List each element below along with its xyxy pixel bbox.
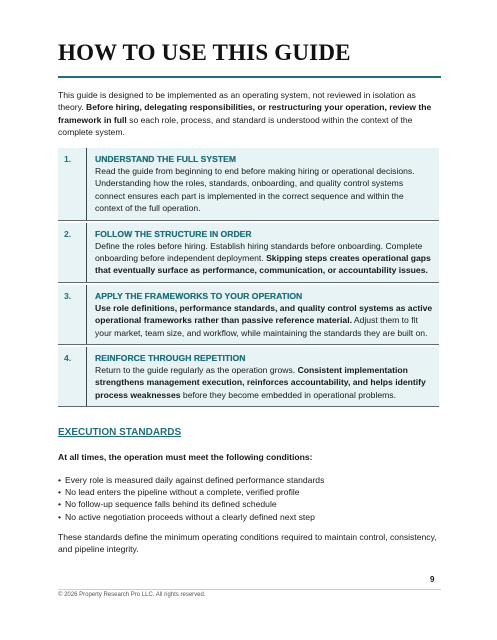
step-heading: APPLY THE FRAMEWORKS TO YOUR OPERATION	[95, 290, 303, 301]
closing-paragraph: These standards define the minimum operating conditions required to maintain control, consistency, and pipeline integrity.	[58, 532, 437, 555]
step-body	[87, 285, 439, 344]
step-text	[95, 302, 433, 339]
step-bold-text: Skipping steps creates operational gaps that eventually surface as performance, communication, or accountability issues.	[95, 253, 431, 276]
bullet-icon: •	[58, 499, 62, 510]
bullet-text: No follow-up sequence falls behind its defined schedule	[65, 499, 277, 510]
step-number: 3.	[58, 285, 87, 344]
step-text	[95, 240, 433, 277]
step-body	[87, 347, 439, 406]
step-number: 2.	[58, 223, 87, 282]
steps-list	[58, 148, 439, 407]
execution-bullet-list	[58, 474, 324, 523]
step-text-a: Return to the guide regularly as the operation grows.	[95, 365, 298, 376]
step-heading: UNDERSTAND THE FULL SYSTEM	[95, 154, 237, 164]
step-text-a: Read the guide from beginning to end before making hiring or operational decisions. Understanding how the roles, standards, onboarding, and quality control systems connect ensures each part is implemented in the correct sequence and within the context of the full operation.	[95, 166, 415, 214]
bullet-text: No active negotiation proceeds without a clearly defined next step	[65, 511, 315, 522]
bullet-icon: •	[58, 487, 62, 498]
step-text-b: Adjust them to fit your market, team size, and workflow, while maintaining the standards they are built on.	[95, 315, 428, 338]
intro-text-b: so each role, process, and standard is understood within the context of the complete system.	[58, 114, 413, 138]
step-number: 1.	[58, 148, 87, 220]
step-bold-text: Consistent implementation strengthens management execution, reinforces accountability, and helps identify process weaknesses	[95, 365, 426, 400]
step-heading: FOLLOW THE STRUCTURE IN ORDER	[95, 228, 252, 239]
step-text-a: Define the roles before hiring. Establish hiring standards before onboarding. Complete onboarding before independent deployment.	[95, 240, 423, 264]
step-item	[58, 148, 439, 221]
footer-divider	[58, 589, 441, 590]
step-item	[58, 347, 439, 407]
execution-standards-heading: EXECUTION STANDARDS	[58, 427, 182, 438]
step-body	[87, 223, 439, 282]
step-bold-text: Use role definitions, performance standards, and quality control systems as active operational frameworks rather than passive reference material.	[95, 302, 433, 326]
step-heading: REINFORCE THROUGH REPETITION	[95, 353, 246, 364]
list-item	[58, 474, 324, 486]
bullet-icon: •	[58, 511, 62, 522]
title-divider	[58, 76, 441, 78]
step-text	[95, 165, 433, 215]
copyright-footer: © 2026 Property Research Pro LLC. All rights reserved.	[58, 592, 206, 598]
step-text	[95, 364, 433, 401]
intro-bold-text: Before hiring, delegating responsibilities, or restructuring your operation, review the framework in full	[58, 102, 432, 125]
page-number: 9	[430, 575, 435, 584]
page-title: HOW TO USE THIS GUIDE	[58, 40, 351, 65]
list-item	[58, 511, 324, 523]
step-body	[87, 148, 439, 220]
list-item	[58, 486, 324, 498]
list-item	[58, 498, 324, 510]
bullet-icon: •	[58, 475, 62, 485]
bullet-text: Every role is measured daily against defined performance standards	[65, 475, 325, 485]
intro-text-a: This guide is designed to be implemented as an operating system, not reviewed in isolation as theory.	[58, 90, 416, 113]
intro-paragraph	[58, 89, 438, 139]
bullet-text: No lead enters the pipeline without a complete, verified profile	[65, 487, 300, 498]
step-text-b: before they become embedded in operational problems.	[180, 389, 396, 400]
step-item	[58, 223, 439, 283]
step-item	[58, 285, 439, 345]
execution-lead: At all times, the operation must meet the following conditions:	[58, 452, 313, 462]
step-number: 4.	[58, 347, 87, 406]
